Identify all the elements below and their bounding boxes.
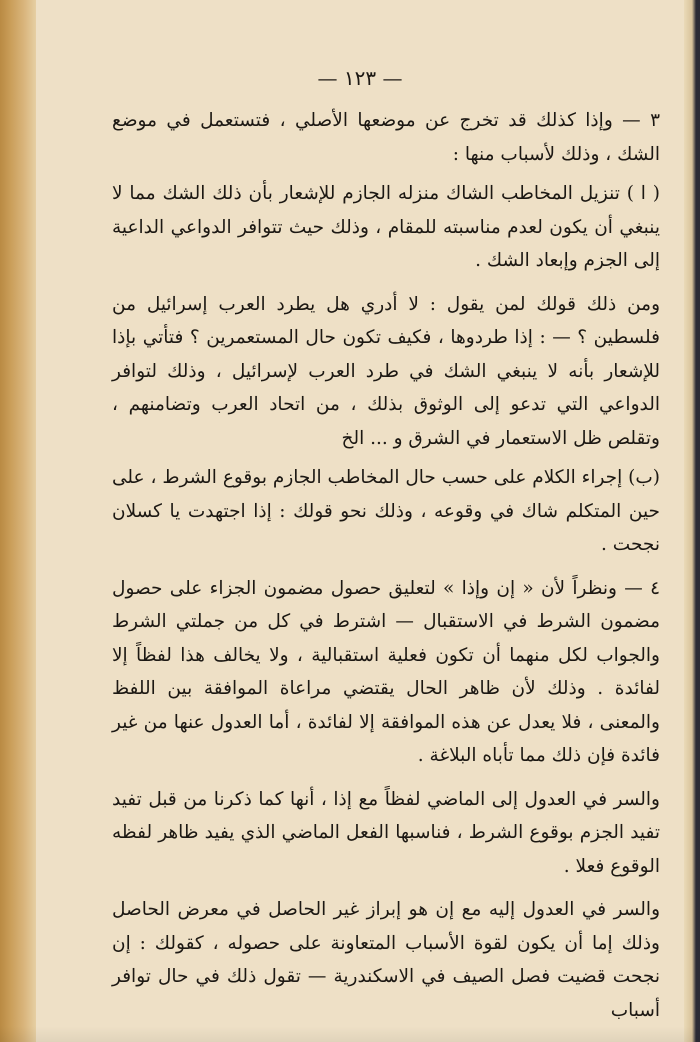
- page-bottom-shade: [0, 1026, 700, 1042]
- paragraph-reason-a: ( ا ) تنزيل المخاطب الشاك منزله الجازم للإشعار بأن ذلك الشك مما لا ينبغي أن يكون لعدم مناسبته للمقام ، وذلك حيث تتوافر الدواعي الداعية إلى الجزم وإبعاد الشك .: [112, 183, 660, 271]
- page-number: — ١٢٣ —: [317, 66, 403, 90]
- paragraph-secret-in: والسر في العدول إليه مع إن هو إبراز غير الحاصل في معرض الحاصل وذلك إما أن يكون لقوة الأسباب المتعاونة على حصوله ، كقولك : إن نجحت قضيت فصل الصيف في الاسكندرية — تقول ذلك في حال توافر أسباب: [112, 899, 660, 1021]
- body-text: [112, 104, 660, 1027]
- paragraph-secret-past: والسر في العدول إلى الماضي لفظاً مع إذا ، أنها كما ذكرنا من قبل تفيد تفيد الجزم بوقوع الشرط ، فناسبها الفعل الماضي الذي يفيد ظاهر لفظه الوقوع فعلا .: [112, 788, 660, 877]
- paragraph-reason-b: (ب) إجراء الكلام على حسب حال المخاطب الجازم بوقوع الشرط ، على حين المتكلم شاك في وقوعه ، وذلك نحو قولك : إذا اجتهدت يا كسلان نجحت .: [112, 467, 660, 555]
- paragraph-point-4: ٤ — ونظراً لأن « إن وإذا » لتعليق حصول مضمون الجزاء على حصول مضمون الشرط في الاستقبال — اشترط في كل من جملتي الشرط والجواب لكل منهما أن تكون فعلية استقبالية ، ولا يخالف هذا لفظاً إلا لفائدة . وذلك لأن ظاهر الحال يقتضي مراعاة الموافقة بين اللفظ والمعنى ، فلا يعدل عن هذه الموافقة إلا لفائدة ، أما العدول عنها من غير فائدة فإن ذلك مما تأباه البلاغة .: [112, 577, 660, 766]
- page-right-edge: [684, 0, 700, 1042]
- page-binding-edge: [0, 0, 36, 1042]
- paragraph-example: ومن ذلك قولك لمن يقول : لا أدري هل يطرد العرب إسرائيل من فلسطين ؟ — : إذا طردوها ، فكيف تكون حال المستعمرين ؟ فتأتي بإذا للإشعار بأنه لا ينبغي الشك في طرد العرب لإسرائيل ، وذلك لتوافر الدواعي التي تدعو إلى الوثوق بذلك ، من اتحاد العرب وتضامنهم ، وتقلص ظل الاستعمار في الشرق و ... الخ: [112, 293, 660, 449]
- paragraph-point-3: ٣ — وإذا كذلك قد تخرج عن موضعها الأصلي ، فتستعمل في موضع الشك ، وذلك لأسباب منها :: [112, 110, 660, 165]
